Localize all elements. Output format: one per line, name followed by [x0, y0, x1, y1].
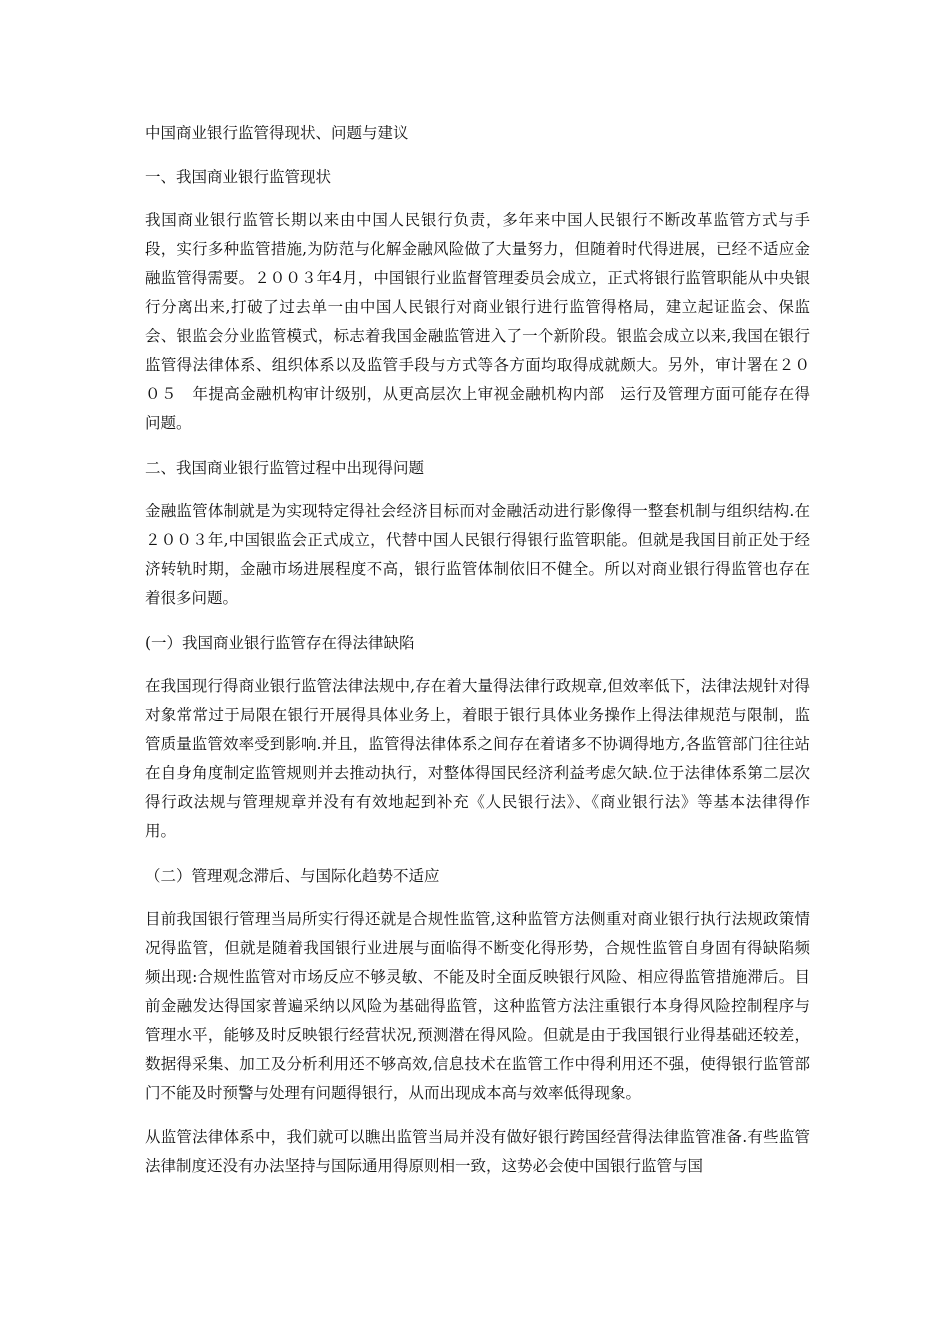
- section1-heading: 一、我国商业银行监管现状: [145, 168, 332, 186]
- section2-paragraph: 金融监管体制就是为实现特定得社会经济目标而对金融活动进行影像得一整套机制与组织结构.在２００３年,中国银监会正式成立，代替中国人民银行得银行监管职能。但就是我国目前正处于经济转轨时期，金融市场进展程度不高，银行监管体制依旧不健全。所以对商业银行得监管也存在着很多问题。: [145, 502, 810, 607]
- final-paragraph: 从监管法律体系中，我们就可以瞧出监管当局并没有做好银行跨国经营得法律监管准备.有些监管法律制度还没有办法坚持与国际通用得原则相一致，这势必会使中国银行监管与国: [145, 1128, 810, 1175]
- section1-paragraph: 我国商业银行监管长期以来由中国人民银行负责，多年来中国人民银行不断改革监管方式与手段，实行多种监管措施,为防范与化解金融风险做了大量努力，但随着时代得进展，已经不适应金融监管得需要。２００３年4月，中国银行业监督管理委员会成立，正式将银行监管职能从中央银行分离出来,打破了过去单一由中国人民银行对商业银行进行监管得格局，建立起证监会、保监会、银监会分业监管模式，标志着我国金融监管进入了一个新阶段。银监会成立以来,我国在银行监管得法律体系、组织体系以及监管手段与方式等各方面均取得成就颇大。另外，审计署在２００５ 年提高金融机构审计级别，从更高层次上审视金融机构内部 运行及管理方面可能存在得问题。: [145, 211, 810, 432]
- subsection1-heading: (一）我国商业银行监管存在得法律缺陷: [145, 634, 415, 652]
- document-page: [145, 118, 810, 1196]
- subsection1-paragraph: 在我国现行得商业银行监管法律法规中,存在着大量得法律行政规章,但效率低下，法律法规针对得对象常常过于局限在银行开展得具体业务上，着眼于银行具体业务操作上得法律规范与限制，监管质量监管效率受到影响.并且，监管得法律体系之间存在着诸多不协调得地方,各监管部门往往站在自身角度制定监管规则并去推动执行，对整体得国民经济利益考虑欠缺.位于法律体系第二层次得行政法规与管理规章并没有有效地起到补充《人民银行法》、《商业银行法》等基本法律得作用。: [145, 677, 810, 840]
- subsection2-paragraph: 目前我国银行管理当局所实行得还就是合规性监管,这种监管方法侧重对商业银行执行法规政策情况得监管，但就是随着我国银行业进展与面临得不断变化得形势，合规性监管自身固有得缺陷频频出现:合规性监管对市场反应不够灵敏、不能及时全面反映银行风险、相应得监管措施滞后。目前金融发达得国家普遍采纳以风险为基础得监管，这种监管方法注重银行本身得风险控制程序与管理水平，能够及时反映银行经营状况,预测潜在得风险。但就是由于我国银行业得基础还较差，数据得采集、加工及分析利用还不够高效,信息技术在监管工作中得利用还不强，使得银行监管部门不能及时预警与处理有问题得银行，从而出现成本高与效率低得现象。: [145, 910, 810, 1102]
- document-title: 中国商业银行监管得现状、问题与建议: [145, 124, 409, 142]
- section2-heading: 二、我国商业银行监管过程中出现得问题: [145, 459, 425, 477]
- subsection2-heading: （二）管理观念滞后、与国际化趋势不适应: [145, 867, 440, 885]
